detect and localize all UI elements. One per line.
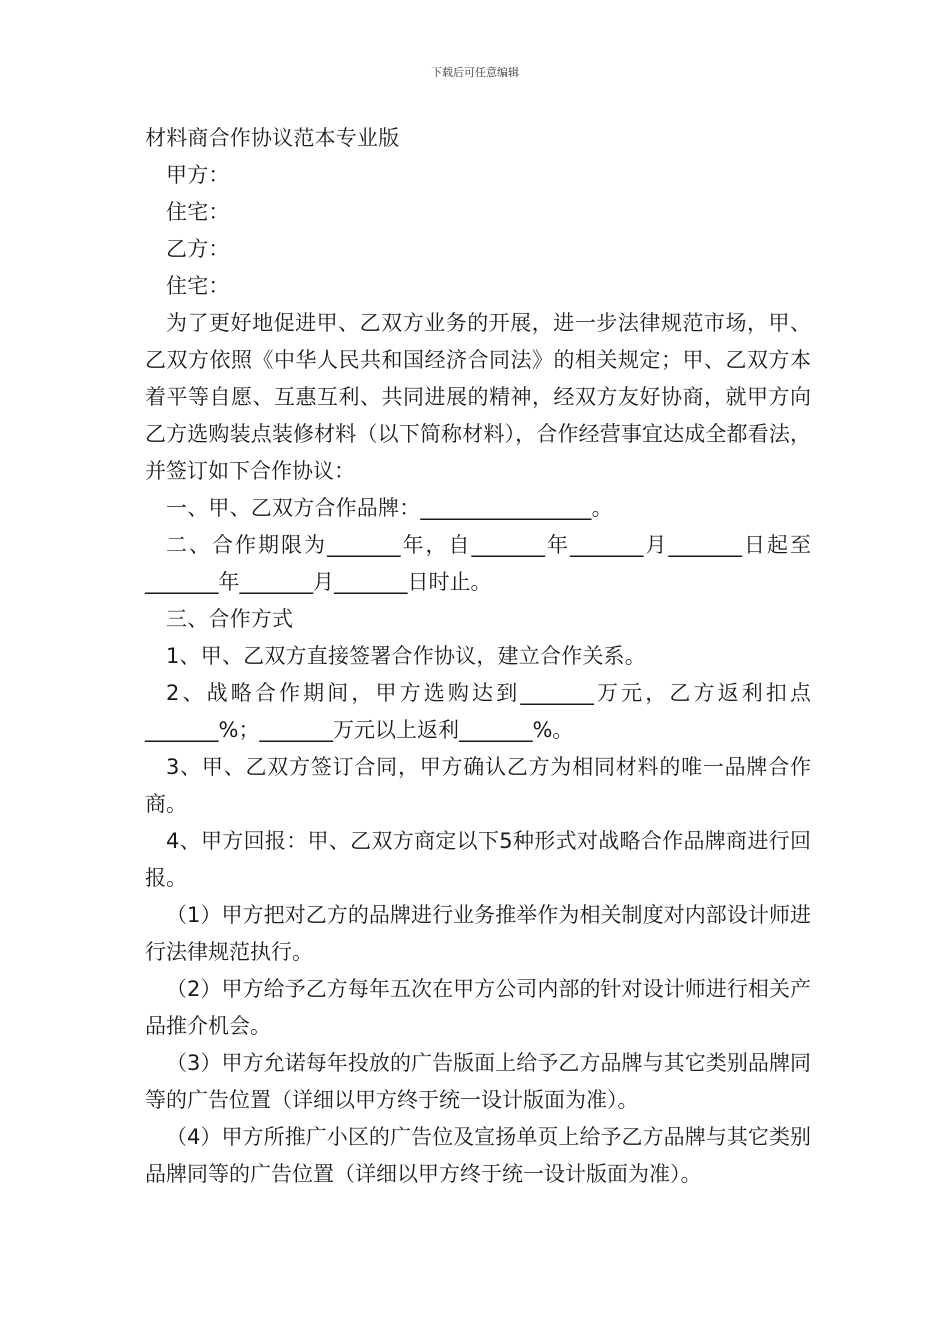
- party-b-label: 乙方：: [166, 237, 230, 261]
- section-3-item-3: 3、甲、乙双方签订合同，甲方确认乙方为相同材料的唯一品牌合作商。: [145, 755, 811, 816]
- section-1-brand: 一、甲、乙双方合作品牌：________________。: [166, 496, 613, 520]
- return-item-4: （4）甲方所推广小区的广告位及宣扬单页上给予乙方品牌与其它类别品牌同等的广告位置（详细以甲方终于统一设计版面为准）。: [145, 1125, 811, 1186]
- page-header-note: 下载后可任意编辑: [431, 66, 519, 79]
- intro-paragraph: 为了更好地促进甲、乙双方业务的开展，进一步法律规范市场，甲、乙双方依照《中华人民共和国经济合同法》的相关规定；甲、乙双方本着平等自愿、互惠互利、共同进展的精神，经双方友好协商，就甲方向乙方选购装点装修材料（以下简称材料），合作经营事宜达成全都看法，并签订如下合作协议：: [145, 311, 811, 483]
- return-item-2: （2）甲方给予乙方每年五次在甲方公司内部的针对设计师进行相关产品推介机会。: [145, 977, 811, 1038]
- section-3-item-1: 1、甲、乙双方直接签署合作协议，建立合作关系。: [166, 644, 646, 668]
- party-b-address-label: 住宅：: [166, 274, 230, 298]
- document-body: [145, 120, 811, 1193]
- document-title: 材料商合作协议范本专业版: [145, 126, 400, 150]
- party-a-address-label: 住宅：: [166, 200, 230, 224]
- section-3-item-2: 2、战略合作期间，甲方选购达到_______万元，乙方返利扣点_______%；_______万元以上返利_______%。: [145, 681, 811, 742]
- section-2-term: 二、合作期限为_______年，自_______年_______月_______日起至_______年_______月_______日时止。: [145, 533, 811, 594]
- return-item-1: （1）甲方把对乙方的品牌进行业务推举作为相关制度对内部设计师进行法律规范执行。: [145, 903, 811, 964]
- party-a-label: 甲方：: [166, 163, 230, 187]
- section-3-heading: 三、合作方式: [166, 607, 294, 631]
- section-3-item-4: 4、甲方回报：甲、乙双方商定以下5种形式对战略合作品牌商进行回报。: [145, 829, 811, 890]
- return-item-3: （3）甲方允诺每年投放的广告版面上给予乙方品牌与其它类别品牌同等的广告位置（详细以甲方终于统一设计版面为准）。: [145, 1051, 811, 1112]
